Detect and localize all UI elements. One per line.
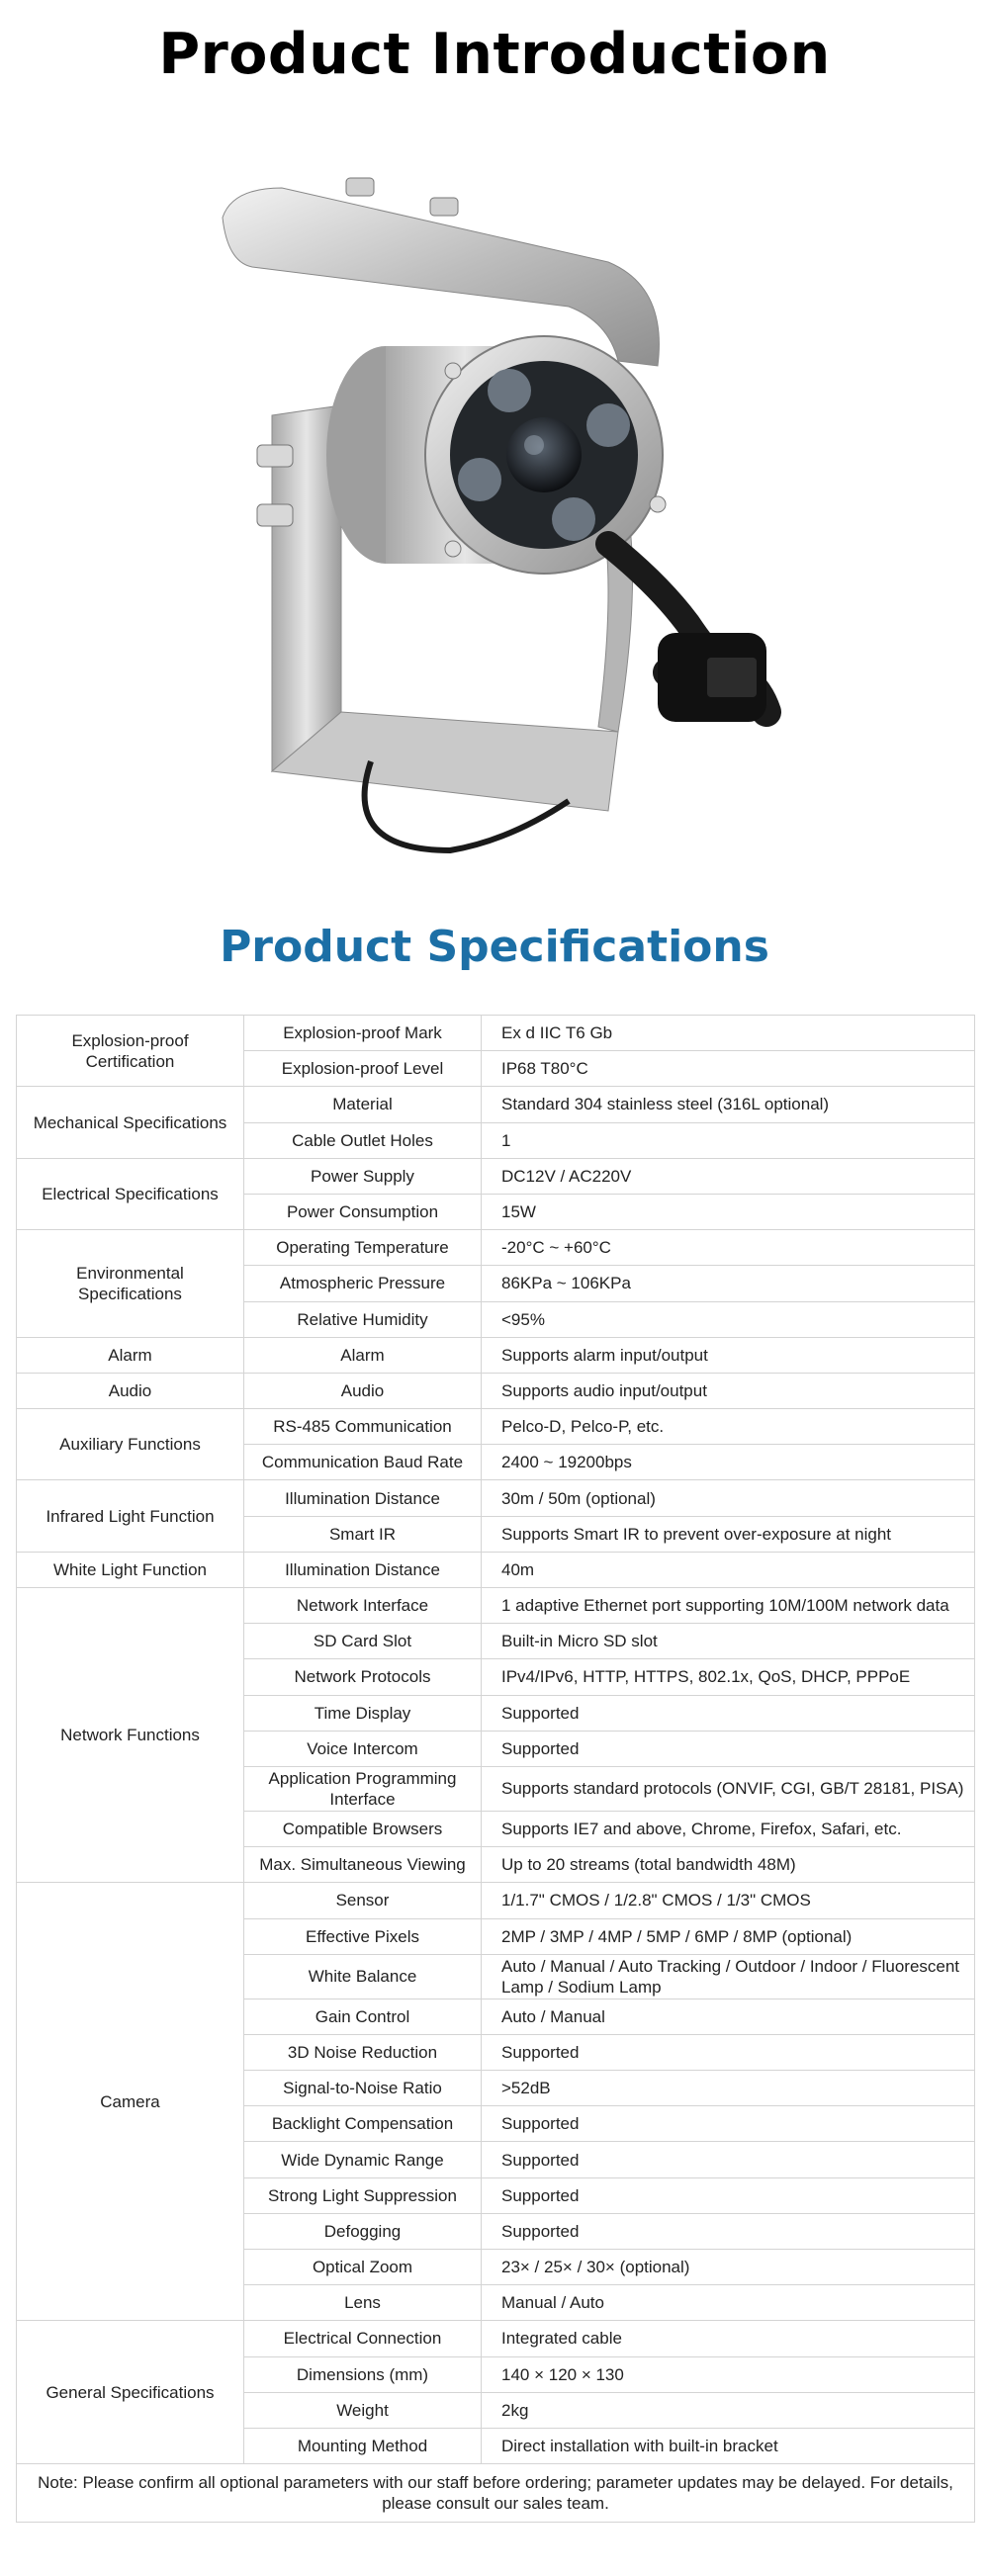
spec-item: Power Supply <box>244 1158 482 1194</box>
spec-category: Audio <box>17 1373 244 1408</box>
spec-value: Direct installation with built-in bracket <box>482 2428 975 2463</box>
spec-category: Explosion-proof Certification <box>17 1016 244 1087</box>
spec-item: Network Interface <box>244 1588 482 1624</box>
spec-item: Audio <box>244 1373 482 1408</box>
spec-row <box>17 1883 975 1918</box>
spec-category: Auxiliary Functions <box>17 1409 244 1480</box>
spec-value: 30m / 50m (optional) <box>482 1480 975 1516</box>
spec-value: Supported <box>482 1695 975 1731</box>
spec-value: Standard 304 stainless steel (316L optional) <box>482 1087 975 1122</box>
spec-item: Smart IR <box>244 1516 482 1552</box>
spec-value: Supported <box>482 2213 975 2249</box>
spec-item: Defogging <box>244 2213 482 2249</box>
spec-category: Mechanical Specifications <box>17 1087 244 1158</box>
spec-value: Pelco-D, Pelco-P, etc. <box>482 1409 975 1445</box>
spec-item: Atmospheric Pressure <box>244 1266 482 1301</box>
spec-row <box>17 1409 975 1445</box>
spec-value: Manual / Auto <box>482 2285 975 2321</box>
spec-row <box>17 1230 975 1266</box>
spec-item: Illumination Distance <box>244 1552 482 1587</box>
spec-item: RS-485 Communication <box>244 1409 482 1445</box>
spec-item: Network Protocols <box>244 1659 482 1695</box>
spec-value: 2MP / 3MP / 4MP / 5MP / 6MP / 8MP (optional) <box>482 1918 975 1954</box>
spec-row <box>17 2321 975 2356</box>
spec-value: 2kg <box>482 2392 975 2428</box>
spec-item: White Balance <box>244 1954 482 1999</box>
spec-category: General Specifications <box>17 2321 244 2464</box>
spec-row <box>17 1158 975 1194</box>
spec-category: Electrical Specifications <box>17 1158 244 1229</box>
spec-value: Integrated cable <box>482 2321 975 2356</box>
spec-row <box>17 1337 975 1373</box>
spec-value: 1 adaptive Ethernet port supporting 10M/100M network data <box>482 1588 975 1624</box>
spec-row <box>17 1373 975 1408</box>
note-row <box>17 2464 975 2523</box>
spec-item: Wide Dynamic Range <box>244 2142 482 2177</box>
spec-value: 40m <box>482 1552 975 1587</box>
spec-value: 86KPa ~ 106KPa <box>482 1266 975 1301</box>
spec-value: >52dB <box>482 2071 975 2106</box>
spec-value: 15W <box>482 1194 975 1229</box>
spec-value: Supports Smart IR to prevent over-exposure at night <box>482 1516 975 1552</box>
spec-value: 1/1.7" CMOS / 1/2.8" CMOS / 1/3" CMOS <box>482 1883 975 1918</box>
spec-value: Auto / Manual / Auto Tracking / Outdoor / Indoor / Fluorescent Lamp / Sodium Lamp <box>482 1954 975 1999</box>
spec-item: Max. Simultaneous Viewing <box>244 1847 482 1883</box>
spec-item: 3D Noise Reduction <box>244 2034 482 2070</box>
spec-value: Supported <box>482 2034 975 2070</box>
spec-category: Network Functions <box>17 1588 244 1883</box>
spec-row <box>17 1087 975 1122</box>
spec-item: Voice Intercom <box>244 1731 482 1766</box>
spec-value: IPv4/IPv6, HTTP, HTTPS, 802.1x, QoS, DHCP, PPPoE <box>482 1659 975 1695</box>
spec-item: Application Programming Interface <box>244 1766 482 1811</box>
spec-item: Explosion-proof Level <box>244 1051 482 1087</box>
spec-item: Mounting Method <box>244 2428 482 2463</box>
spec-value: IP68 T80°C <box>482 1051 975 1087</box>
spec-row <box>17 1480 975 1516</box>
spec-category: White Light Function <box>17 1552 244 1587</box>
spec-item: Cable Outlet Holes <box>244 1122 482 1158</box>
spec-value: -20°C ~ +60°C <box>482 1230 975 1266</box>
spec-item: Weight <box>244 2392 482 2428</box>
spec-value: 23× / 25× / 30× (optional) <box>482 2250 975 2285</box>
camera-product-image <box>193 158 786 870</box>
spec-item: Time Display <box>244 1695 482 1731</box>
spec-row <box>17 1588 975 1624</box>
spec-item: Backlight Compensation <box>244 2106 482 2142</box>
spec-value: Supported <box>482 2142 975 2177</box>
spec-value: Supported <box>482 2177 975 2213</box>
spec-value: Built-in Micro SD slot <box>482 1624 975 1659</box>
spec-category: Environmental Specifications <box>17 1230 244 1338</box>
spec-category: Camera <box>17 1883 244 2321</box>
spec-value: 2400 ~ 19200bps <box>482 1445 975 1480</box>
spec-title: Product Specifications <box>220 922 769 972</box>
spec-item: Explosion-proof Mark <box>244 1016 482 1051</box>
spec-item: Lens <box>244 2285 482 2321</box>
spec-item: Dimensions (mm) <box>244 2356 482 2392</box>
spec-item: Electrical Connection <box>244 2321 482 2356</box>
spec-value: 140 × 120 × 130 <box>482 2356 975 2392</box>
spec-value: Auto / Manual <box>482 1999 975 2034</box>
spec-value: Up to 20 streams (total bandwidth 48M) <box>482 1847 975 1883</box>
spec-value: <95% <box>482 1301 975 1337</box>
spec-item: Illumination Distance <box>244 1480 482 1516</box>
spec-value: Supports IE7 and above, Chrome, Firefox, Safari, etc. <box>482 1811 975 1846</box>
spec-item: Compatible Browsers <box>244 1811 482 1846</box>
spec-value: Supported <box>482 1731 975 1766</box>
spec-item: Material <box>244 1087 482 1122</box>
spec-item: Strong Light Suppression <box>244 2177 482 2213</box>
spec-item: Operating Temperature <box>244 1230 482 1266</box>
spec-category: Alarm <box>17 1337 244 1373</box>
spec-value: 1 <box>482 1122 975 1158</box>
spec-category: Infrared Light Function <box>17 1480 244 1552</box>
spec-item: Optical Zoom <box>244 2250 482 2285</box>
note-text: Note: Please confirm all optional parameters with our staff before ordering; parameter updates may be delayed. For details, please consult our sales team. <box>17 2464 975 2523</box>
spec-item: Relative Humidity <box>244 1301 482 1337</box>
spec-item: Power Consumption <box>244 1194 482 1229</box>
spec-item: Gain Control <box>244 1999 482 2034</box>
spec-value: Supported <box>482 2106 975 2142</box>
spec-item: Alarm <box>244 1337 482 1373</box>
spec-item: Sensor <box>244 1883 482 1918</box>
spec-item: Effective Pixels <box>244 1918 482 1954</box>
spec-row <box>17 1552 975 1587</box>
spec-value: Supports audio input/output <box>482 1373 975 1408</box>
intro-title: Product Introduction <box>158 22 831 87</box>
spec-table <box>16 1015 975 2523</box>
spec-value: Supports standard protocols (ONVIF, CGI, GB/T 28181, PISA) <box>482 1766 975 1811</box>
spec-row <box>17 1016 975 1051</box>
spec-item: Signal-to-Noise Ratio <box>244 2071 482 2106</box>
spec-value: DC12V / AC220V <box>482 1158 975 1194</box>
spec-value: Ex d IIC T6 Gb <box>482 1016 975 1051</box>
spec-item: SD Card Slot <box>244 1624 482 1659</box>
spec-item: Communication Baud Rate <box>244 1445 482 1480</box>
spec-value: Supports alarm input/output <box>482 1337 975 1373</box>
